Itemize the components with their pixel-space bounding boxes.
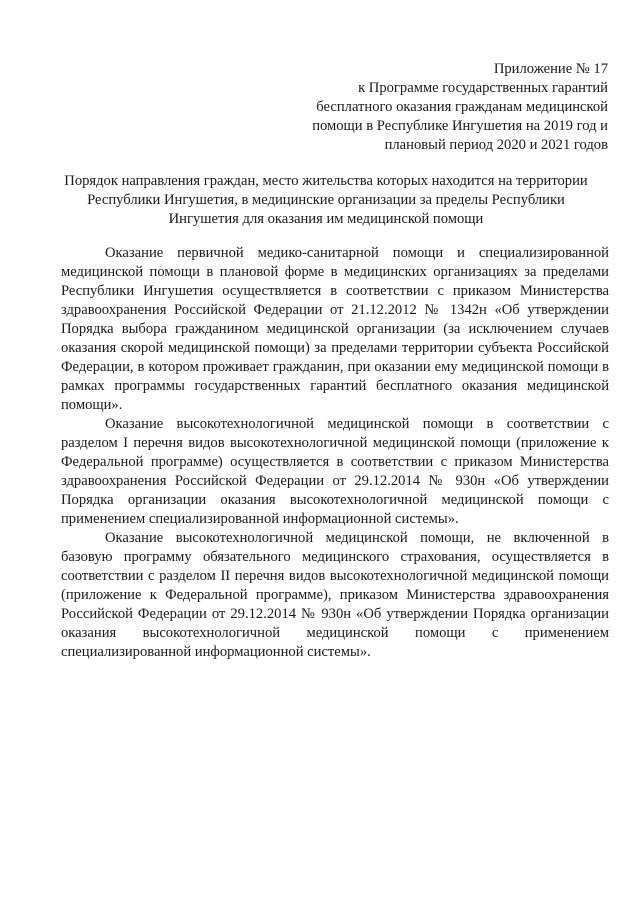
body-paragraph: Оказание высокотехнологичной медицинской помощи, не включенной в базовую программу обязательного медицинского страхования, осуществляется в соответствии с разделом II перечня видов высокотехнологичной медицинской помощи (приложение к Федеральной программе), приказом Министерства здравоохранения Российской Федерации от 29.12.2014 № 930н «Об утверждении Порядка организации оказания высокотехнологичной медицинской помощи с применением специализированной информационной системы».	[61, 530, 609, 660]
appendix-line: Приложение № 17	[493, 61, 608, 77]
appendix-line: бесплатного оказания гражданам медицинской	[316, 99, 608, 115]
appendix-header	[248, 60, 608, 155]
body-paragraph: Оказание первичной медико-санитарной помощи и специализированной медицинской помощи в плановой форме в медицинских организациях за пределами Республики Ингушетия осуществляется в соответствии с приказом Министерства здравоохранения Российской Федерации от 21.12.2012 № 1342н «Об утверждении Порядка выбора гражданином медицинской организации (за исключением случаев оказания скорой медицинской помощи) за пределами территории субъекта Российской Федерации, в котором проживает гражданин, при оказании ему медицинской помощи в рамках программы государственных гарантий бесплатного оказания медицинской помощи».	[61, 245, 609, 413]
appendix-line: к Программе государственных гарантий	[358, 80, 608, 96]
appendix-line: плановый период 2020 и 2021 годов	[384, 137, 608, 153]
body-paragraph: Оказание высокотехнологичной медицинской помощи в соответствии с разделом I перечня видов высокотехнологичной медицинской помощи (приложение к Федеральной программе) осуществляется в соответствии с приказом Министерства здравоохранения Российской Федерации от 29.12.2014 № 930н «Об утверждении Порядка организации оказания высокотехнологичной медицинской помощи с применением специализированной информационной системы».	[61, 416, 609, 527]
appendix-line: помощи в Республике Ингушетия на 2019 год и	[312, 118, 608, 134]
document-body	[61, 244, 609, 662]
document-title: Порядок направления граждан, место жительства которых находится на территории Республики Ингушетия, в медицинские организации за пределы Республики Ингушетия для оказания им медицинской помощи	[64, 173, 588, 227]
